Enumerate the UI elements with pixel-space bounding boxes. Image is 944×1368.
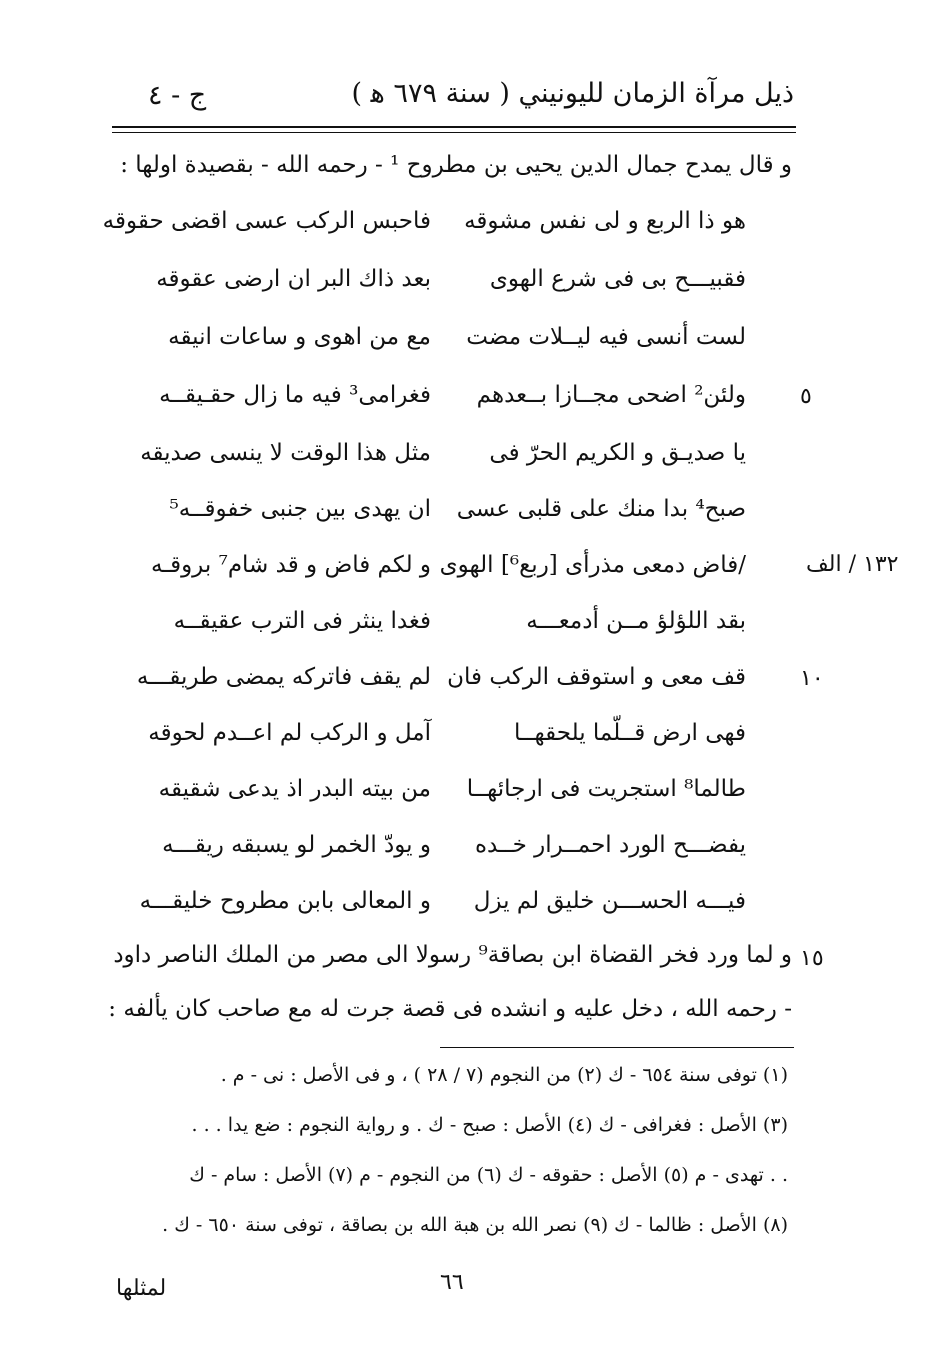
- volume-label: ج - ٤: [148, 80, 207, 111]
- footnote-line-4: (٨) الأصل : ظالما - ك (٩) نصر الله بن هبة الله بن بصاقة ، توفى سنة ٦٥٠ - ك .: [162, 1214, 788, 1236]
- prose-line-1: و لما ورد فخر القضاة ابن بصاقة⁹ رسولا الى مصر من الملك الناصر داود: [113, 942, 792, 968]
- verse-11-second: من بيته البدر اذ يدعى شقيقه: [158, 776, 431, 802]
- verse-5-first: يا صديـق و الكريم الحرّ فى: [489, 440, 746, 466]
- verse-7-first: /فاض دمعى مذرأى [ربع⁶] الهوى: [439, 552, 746, 578]
- verse-13-first: فيـــه الحســـن خليق لم يزل: [473, 888, 746, 914]
- verse-9-first: قف معى و استوقف الركب فان: [447, 664, 746, 690]
- catchword: لمثلها: [116, 1276, 167, 1301]
- verse-10-first: فهى ارض قــلّما يلحقهــا: [514, 720, 746, 746]
- verse-2-second: بعد ذاك البر ان ارضى عقوقه: [156, 266, 431, 292]
- verse-11-first: طالما⁸ استجريت فى ارجائهــا: [466, 776, 746, 802]
- intro-line: و قال يمدح جمال الدين يحيى بن مطروح ¹ - رحمه الله - بقصيدة اولها :: [120, 152, 792, 178]
- verse-4-second: فغرامى³ فيه ما زال حقـيقــه: [159, 382, 431, 408]
- verse-8-first: بقد اللؤلؤ مــن أدمعـــه: [526, 608, 746, 634]
- footnote-line-3: . . تهدى - م (٥) الأصل : حقوقه - ك (٦) من النجوم - م (٧) الأصل : سام - ك: [189, 1164, 788, 1186]
- verse-3-first: لست أنسى فيه ليــلات مضت: [466, 324, 746, 350]
- verse-9-second: لم يقف فاتركه يمضى طريقـــه: [136, 664, 431, 690]
- footnote-line-2: (٣) الأصل : فغرافى - ك (٤) الأصل : صبح - ك . و رواية النجوم : ضع يدا . . .: [191, 1114, 788, 1136]
- running-title: ذيل مرآة الزمان لليونيني ( سنة ٦٧٩ ﻫ ): [351, 78, 794, 109]
- verse-10-second: آمل و الركب لم اعــدم لحوقه: [148, 720, 431, 746]
- prose-line-2: - رحمه الله ، دخل عليه و انشده فى قصة جرت له مع صاحب كان يألفه :: [108, 996, 792, 1022]
- verse-8-second: فغدا ينثر فى الترب عقيقــه: [173, 608, 431, 634]
- page-number: ٦٦: [440, 1270, 464, 1295]
- verse-6-first: صبح⁴ بدا منك على قلبى عسى: [456, 496, 746, 522]
- verse-1-second: فاحبس الركب عسى اقضى حقوقه: [102, 208, 431, 234]
- verse-2-first: فقبيـــح بى فى شرع الهوى: [489, 266, 746, 292]
- verse-4-first: ولئن² اضحى مجــازا بــعدهم: [476, 382, 746, 408]
- line-number-5: ٥: [800, 384, 812, 409]
- folio-margin-note: ١٣٢ / الف: [806, 552, 899, 577]
- verse-6-second: ان يهدى بين جنبى خفوقــه⁵: [169, 496, 431, 522]
- footnote-line-1: (١) توفى سنة ٦٥٤ - ك (٢) من النجوم (٧ / ٢٨ ) ، و فى الأصل : نى - م .: [220, 1064, 788, 1086]
- line-number-15: ١٥: [800, 946, 824, 971]
- verse-12-second: و يودّ الخمر لو يسبقه ريقـــه: [162, 832, 431, 858]
- verse-3-second: مع من اهوى و ساعات انيقه: [168, 324, 431, 350]
- verse-7-second: و لكم فاض و قد شام⁷ بروقـه: [151, 552, 431, 578]
- header-rule: [112, 126, 796, 128]
- verse-12-first: يفضـــح الورد احمــرار خــده: [475, 832, 746, 858]
- verse-5-second: مثل هذا الوقت لا ينسى صديقه: [140, 440, 431, 466]
- line-number-10: ١٠: [800, 666, 824, 691]
- header-rule-thin: [112, 132, 796, 133]
- verse-1-first: هو ذا الربع و لى نفس مشوقه: [464, 208, 746, 234]
- verse-13-second: و المعالى بابن مطروح خليقـــه: [139, 888, 431, 914]
- footnote-rule: [440, 1047, 794, 1048]
